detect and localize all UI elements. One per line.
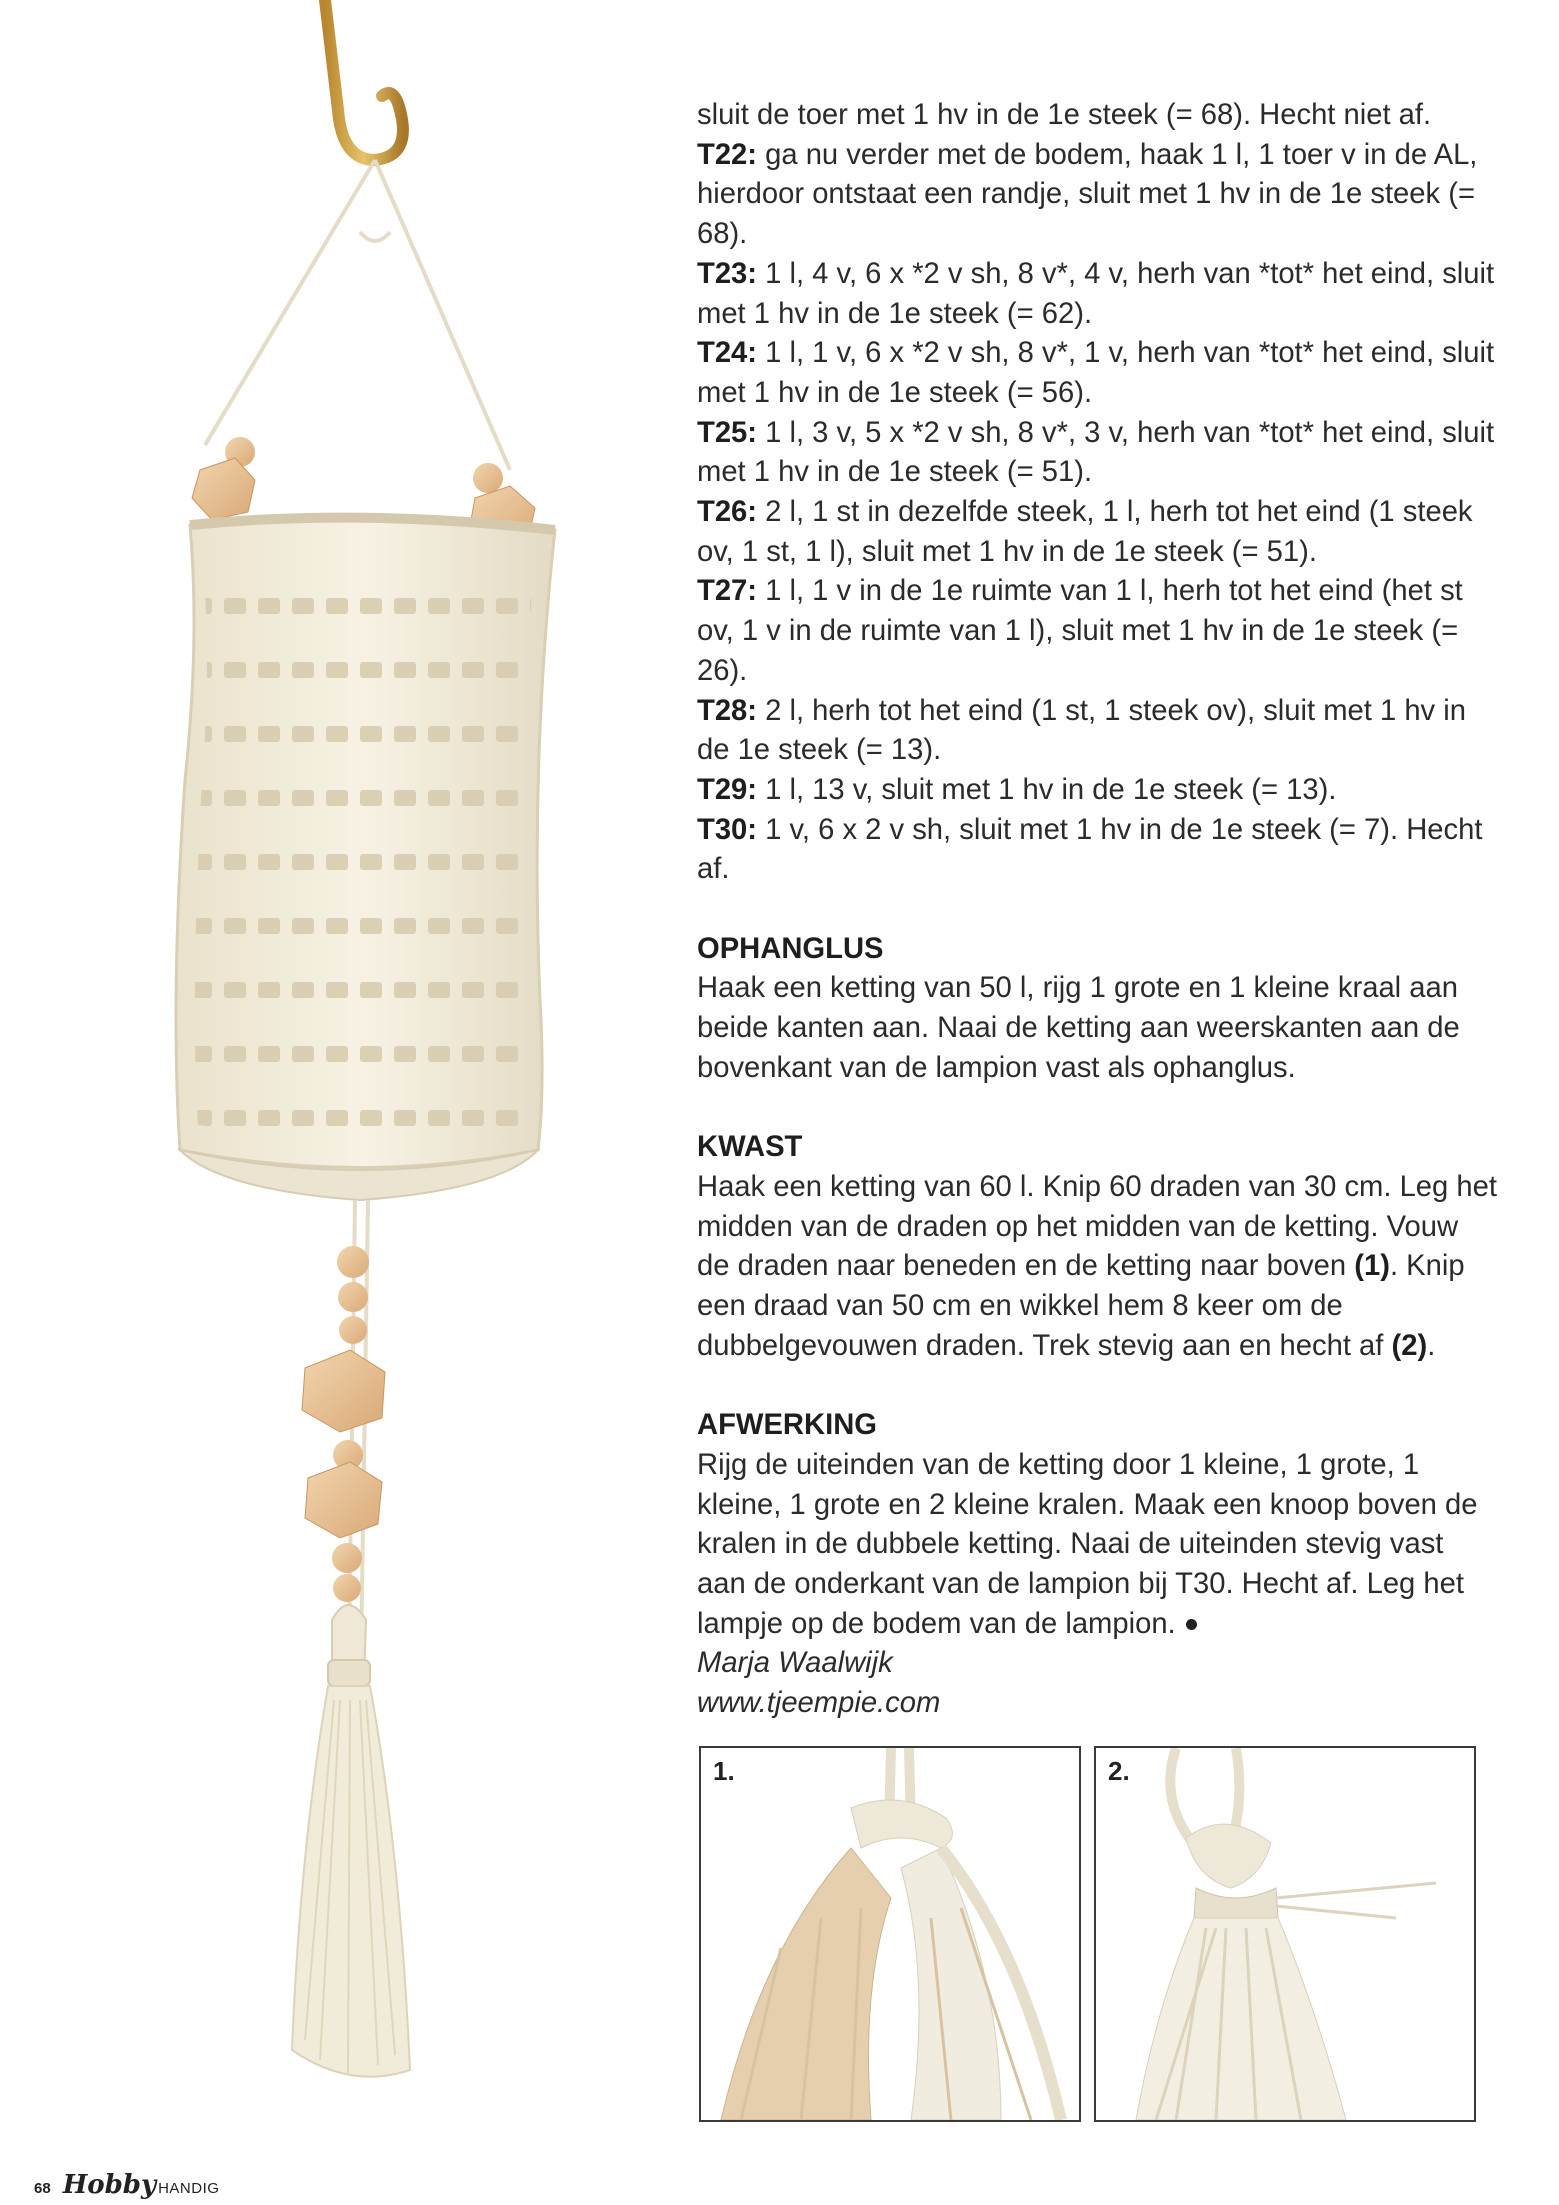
step-photo-1 [699,1746,1081,2122]
end-mark-icon [1186,1619,1197,1630]
step-photo-2 [1094,1746,1476,2122]
row-label: T24: [697,337,758,370]
page-number: 68 [34,2180,51,2197]
section-text-afwerking [697,1446,1497,1645]
kwast-text-3: . [1427,1329,1436,1362]
row-text: 1 l, 13 v, sluit met 1 hv in de 1e steek (= 13). [757,773,1337,806]
author-name: Marja Waalwijk [697,1647,893,1680]
row-text: 2 l, 1 st in dezelfde steek, 1 l, herh tot het eind (1 steek ov, 1 st, 1 l), sluit met 1 hv in de 1e steek (= 51). [697,496,1473,568]
row-t29 [697,771,1497,811]
row-label: T23: [697,257,758,290]
row-t30 [697,811,1497,890]
row-label: T26: [697,496,758,529]
lantern-illustration [150,0,620,2110]
row-text: 1 l, 3 v, 5 x *2 v sh, 8 v*, 3 v, herh van *tot* het eind, sluit met 1 hv in de 1e steek (= 51). [697,416,1495,489]
figure-ref-2: (2) [1391,1329,1428,1362]
row-text: ga nu verder met de bodem, haak 1 l, 1 toer v in de AL, hierdoor ontstaat een randje, sluit met 1 hv in de 1e steek (= 68). [697,138,1478,251]
kwast-text-2: . Knip een draad van 50 cm en wikkel hem 8 keer om de dubbelgevouwen draden. Trek stevig aan en hecht af [697,1250,1465,1362]
row-text: 1 v, 6 x 2 v sh, sluit met 1 hv in de 1e steek (= 7). Hecht af. [697,813,1483,886]
magazine-logo-caps: HANDIG [158,2180,220,2197]
row-t22 [697,136,1497,255]
section-heading-ophanglus: OPHANGLUS [697,932,884,965]
row-label: T22: [697,138,758,171]
row-t24 [697,334,1497,413]
page-footer [34,2170,219,2200]
figure-ref-1: (1) [1354,1250,1390,1283]
kwast-text-1: Haak een ketting van 60 l. Knip 60 draden van 30 cm. Leg het midden van de draden op het midden van de ketting. Vouw de draden naar beneden en de ketting naar boven [697,1170,1497,1283]
photo-label-1: 1. [713,1756,735,1786]
row-label: T28: [697,694,758,727]
row-text: 2 l, herh tot het eind (1 st, 1 steek ov), sluit met 1 hv in de 1e steek (= 13). [697,694,1466,767]
row-text: 1 l, 1 v, 6 x *2 v sh, 8 v*, 1 v, herh van *tot* het eind, sluit met 1 hv in de 1e steek (= 56). [697,337,1495,409]
row-text: 1 l, 4 v, 6 x *2 v sh, 8 v*, 4 v, herh van *tot* het eind, sluit met 1 hv in de 1e steek (= 62). [697,257,1495,330]
section-heading-kwast: KWAST [697,1131,803,1164]
pattern-instructions [697,96,1497,1724]
row-t26 [697,493,1497,572]
author-website: www.tjeempie.com [697,1687,941,1720]
row-t23 [697,255,1497,334]
afwerking-text: Rijg de uiteinden van de ketting door 1 kleine, 1 grote, 1 kleine, 1 grote en 2 kleine kralen. Maak een knoop boven de kralen in de dubbele ketting. Naai de uiteinden stevig vast aan de onderkant van de lampion bij T30. Hecht af. Leg het lampje op de bodem van de lampion. [697,1448,1478,1640]
section-text-kwast [697,1168,1497,1367]
magazine-logo-script: Hobby [62,2170,157,2200]
instruction-line: sluit de toer met 1 hv in de 1e steek (= 68). Hecht niet af. [697,99,1432,131]
row-label: T29: [697,773,758,806]
row-label: T27: [697,575,758,608]
row-t25 [697,414,1497,493]
section-text-ophanglus: Haak een ketting van 50 l, rijg 1 grote en 1 kleine kraal aan beide kanten aan. Naai de ketting aan weerskanten aan de bovenkant van de lampion vast als ophanglus. [697,972,1460,1084]
row-label: T25: [697,416,758,449]
tassel-fold-image [701,1748,1079,2120]
row-t27 [697,572,1497,691]
row-label: T30: [697,813,758,846]
section-heading-afwerking: AFWERKING [697,1409,877,1442]
row-text: 1 l, 1 v in de 1e ruimte van 1 l, herh tot het eind (het st ov, 1 v in de ruimte van 1 l), sluit met 1 hv in de 1e steek (= 26). [697,575,1463,687]
tassel-wrap-image [1096,1748,1474,2120]
photo-label-2: 2. [1108,1756,1130,1786]
row-t28 [697,692,1497,771]
